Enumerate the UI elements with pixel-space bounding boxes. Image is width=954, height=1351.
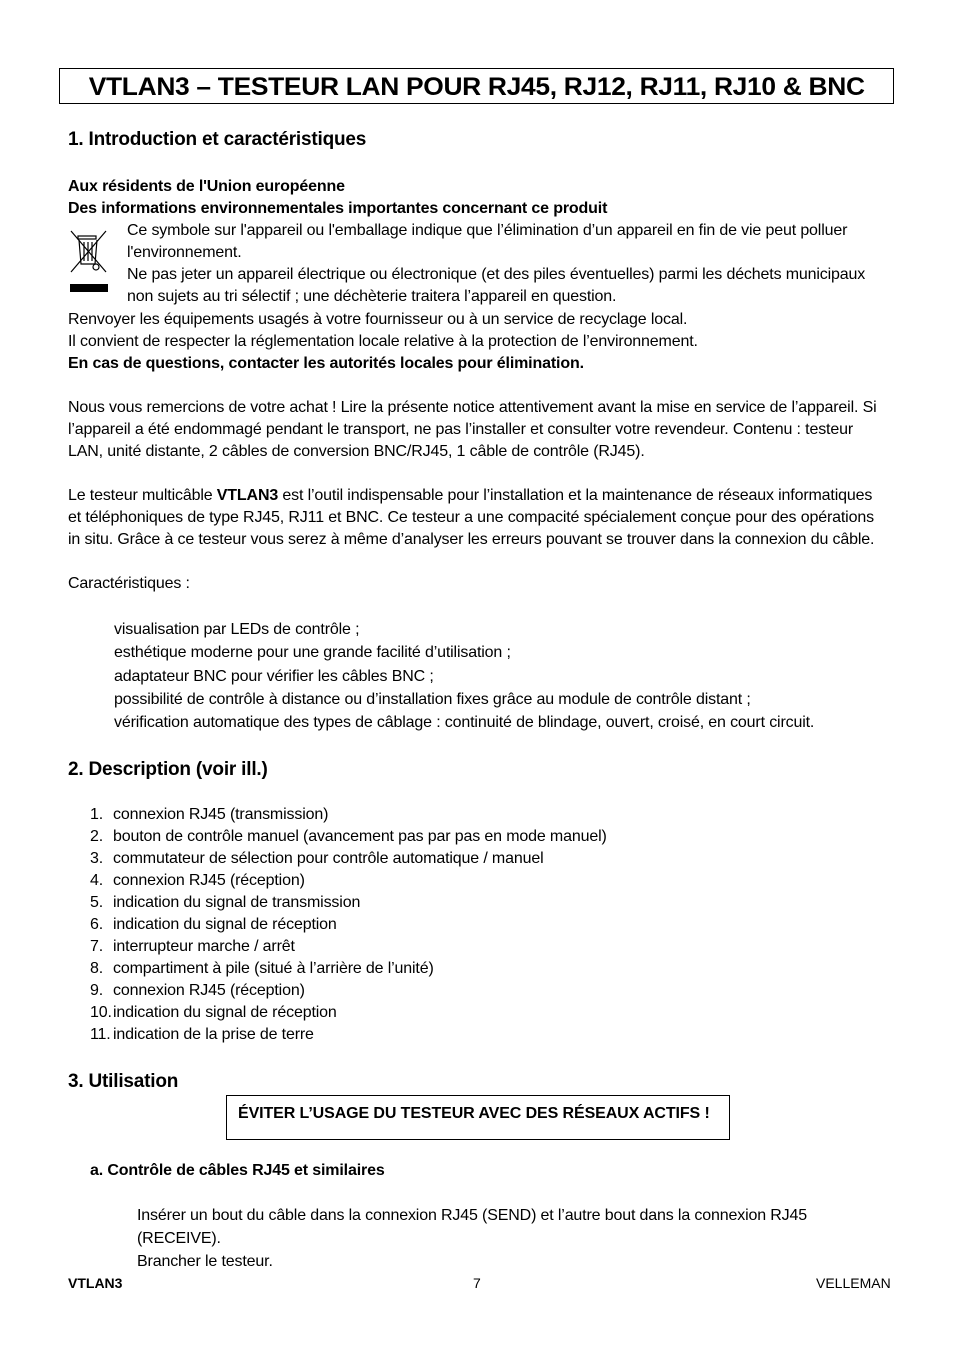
usage-line-2: (RECEIVE). [137,1230,221,1247]
list-item: 1. connexion RJ45 (transmission) [90,806,329,823]
list-item: 4. connexion RJ45 (réception) [90,872,305,889]
list-item: 2. bouton de contrôle manuel (avancement pas par pas en mode manuel) [90,828,607,845]
feature-item: possibilité de contrôle à distance ou d’installation fixes grâce au module de contrôle distant ; [114,691,751,708]
description-list [90,804,607,1046]
feature-item: visualisation par LEDs de contrôle ; [114,621,360,638]
list-item: 6. indication du signal de réception [90,916,337,933]
intro-paragraph-1: Nous vous remercions de votre achat ! Lire la présente notice attentivement avant la mise en service de l’appareil. Si l’appareil a été endommagé pendant le transport, ne pas l’installer et consulter votre revendeur. Contenu : testeur LAN, unité distante, 2 câbles de conversion BNC/RJ45, 1 câble de contrôle (RJ45). [68,399,877,460]
section-3-heading: 3. Utilisation [68,1071,179,1092]
feature-item: esthétique moderne pour une grande facilité d’utilisation ; [114,644,511,661]
list-item: 8. compartiment à pile (situé à l’arrière de l’unité) [90,960,434,977]
eu-line-3: Ne pas jeter un appareil électrique ou électronique (et des piles éventuelles) parmi les déchets municipaux [127,266,866,283]
list-item: 7. interrupteur marche / arrêt [90,938,295,955]
list-item: 10.indication du signal de réception [90,1004,337,1021]
warning-box: ÉVITER L’USAGE DU TESTEUR AVEC DES RÉSEAUX ACTIFS ! [226,1095,730,1140]
list-item: 3. commutateur de sélection pour contrôle automatique / manuel [90,850,544,867]
footer-model: VTLAN3 [68,1275,123,1291]
usage-line-3: Brancher le testeur. [137,1253,273,1270]
document-title: VTLAN3 – TESTEUR LAN POUR RJ45, RJ12, RJ11, RJ10 & BNC [59,68,894,104]
section-1-heading: 1. Introduction et caractéristiques [68,129,367,150]
eu-line-1: Ce symbole sur l'appareil ou l'emballage indique que l’élimination d’un appareil en fin de vie peut polluer [127,222,848,239]
weee-bin-icon [68,228,110,294]
subsection-a-heading: a. Contrôle de câbles RJ45 et similaires [90,1162,385,1179]
eu-subheading: Des informations environnementales importantes concernant ce produit [68,200,608,217]
feature-item: vérification automatique des types de câblage : continuité de blindage, ouvert, croisé, en court circuit. [114,714,815,731]
features-label: Caractéristiques : [68,575,190,592]
list-item: 9. connexion RJ45 (réception) [90,982,305,999]
list-item: 5. indication du signal de transmission [90,894,361,911]
eu-bold-line: En cas de questions, contacter les autorités locales pour élimination. [68,355,584,372]
intro-paragraph-2: Le testeur multicâble VTLAN3 est l’outil indispensable pour l’installation et la maintenance de réseaux informatiques et téléphoniques de type RJ45, RJ11 et BNC. Ce testeur a une compacité spécialement conçue pour des opérations in situ. Grâce à ce testeur vous serez à même d’analyser les erreurs pouvant se trouver dans la connexion du câble. [68,487,875,548]
footer-brand: VELLEMAN [816,1275,891,1291]
list-item: 11. indication de la prise de terre [90,1026,314,1043]
usage-line-1: Insérer un bout du câble dans la connexion RJ45 (SEND) et l’autre bout dans la connexion RJ45 [137,1207,808,1224]
eu-line-5: Renvoyer les équipements usagés à votre fournisseur ou à un service de recyclage local. [68,311,688,328]
section-2-heading: 2. Description (voir ill.) [68,759,268,780]
eu-line-4: non sujets au tri sélectif ; une déchèterie traitera l’appareil en question. [127,288,617,305]
footer-page-number: 7 [473,1275,481,1291]
eu-line-2: l'environnement. [127,244,242,261]
eu-line-6: Il convient de respecter la réglementation locale relative à la protection de l’environnement. [68,333,698,350]
feature-item: adaptateur BNC pour vérifier les câbles BNC ; [114,668,434,685]
eu-heading: Aux résidents de l'Union européenne [68,178,345,195]
